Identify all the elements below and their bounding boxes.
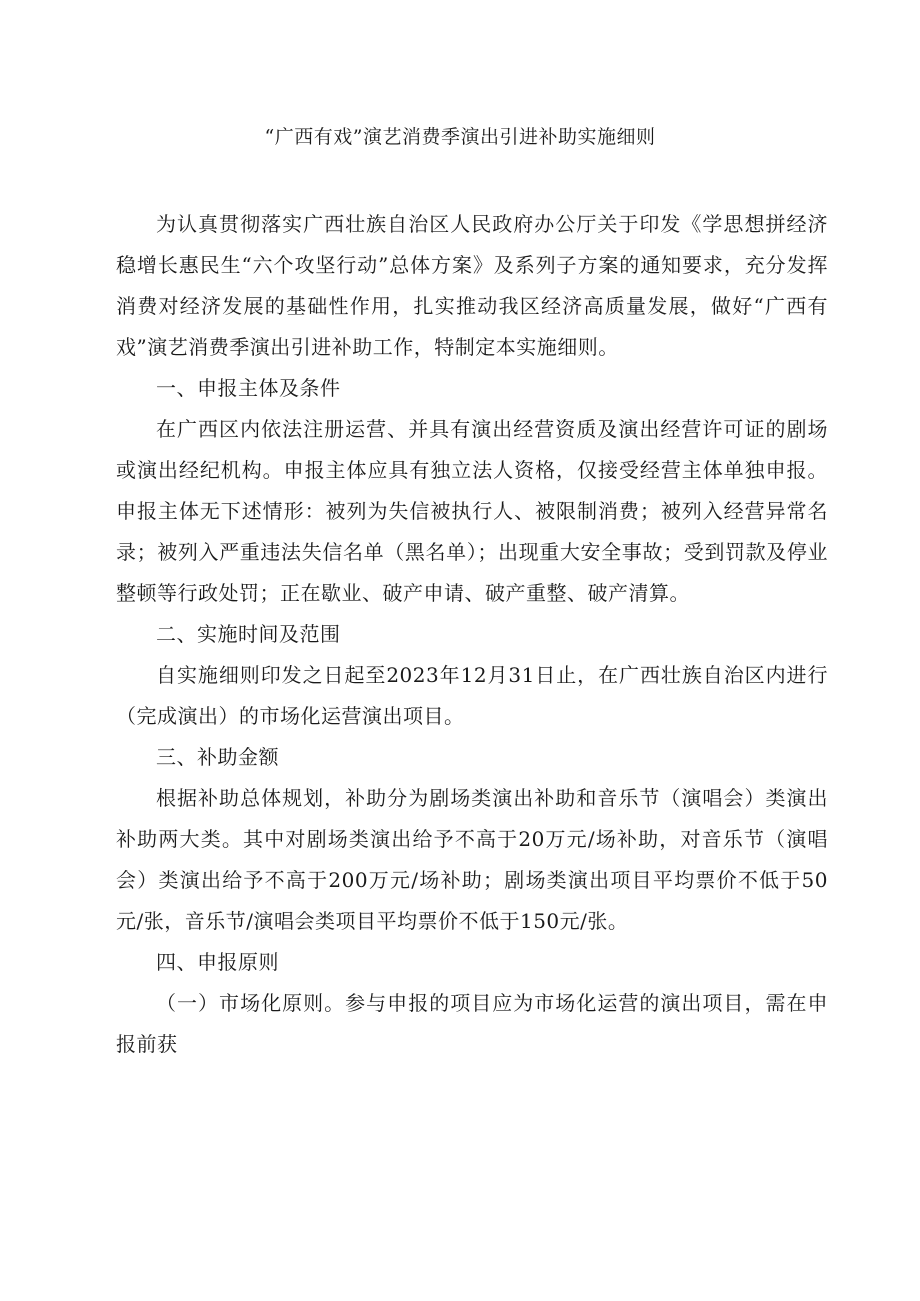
document-title: “广西有戏”演艺消费季演出引进补助实施细则 bbox=[264, 126, 656, 148]
section-heading-2: 二、实施时间及范围 bbox=[156, 622, 341, 646]
document-body bbox=[116, 204, 828, 1065]
section-body-4: （一）市场化原则。参与申报的项目应为市场化运营的演出项目，需在申报前获 bbox=[116, 991, 828, 1056]
section-body-1: 在广西区内依法注册运营、并具有演出经营资质及演出经营许可证的剧场或演出经纪机构。申报主体应具有独立法人资格，仅接受经营主体单独申报。申报主体无下述情形：被列为失信被执行人、被限制消费；被列入经营异常名录；被列入严重违法失信名单（黑名单）；出现重大安全事故；受到罚款及停业整顿等行政处罚；正在歇业、破产申请、破产重整、破产清算。 bbox=[116, 417, 828, 605]
section-body-2: 自实施细则印发之日起至2023年12月31日止，在广西壮族自治区内进行（完成演出）的市场化运营演出项目。 bbox=[116, 663, 828, 728]
intro-paragraph: 为认真贯彻落实广西壮族自治区人民政府办公厅关于印发《学思想拼经济稳增长惠民生“六个攻坚行动”总体方案》及系列子方案的通知要求，充分发挥消费对经济发展的基础性作用，扎实推动我区经济高质量发展，做好“广西有戏”演艺消费季演出引进补助工作，特制定本实施细则。 bbox=[116, 212, 828, 359]
section-heading-4: 四、申报原则 bbox=[156, 950, 279, 974]
section-heading-1: 一、申报主体及条件 bbox=[156, 376, 341, 400]
section-heading-3: 三、补助金额 bbox=[156, 745, 279, 769]
section-body-3: 根据补助总体规划，补助分为剧场类演出补助和音乐节（演唱会）类演出补助两大类。其中对剧场类演出给予不高于20万元/场补助，对音乐节（演唱会）类演出给予不高于200万元/场补助；剧场类演出项目平均票价不低于50元/张，音乐节/演唱会类项目平均票价不低于150元/张。 bbox=[116, 786, 828, 933]
